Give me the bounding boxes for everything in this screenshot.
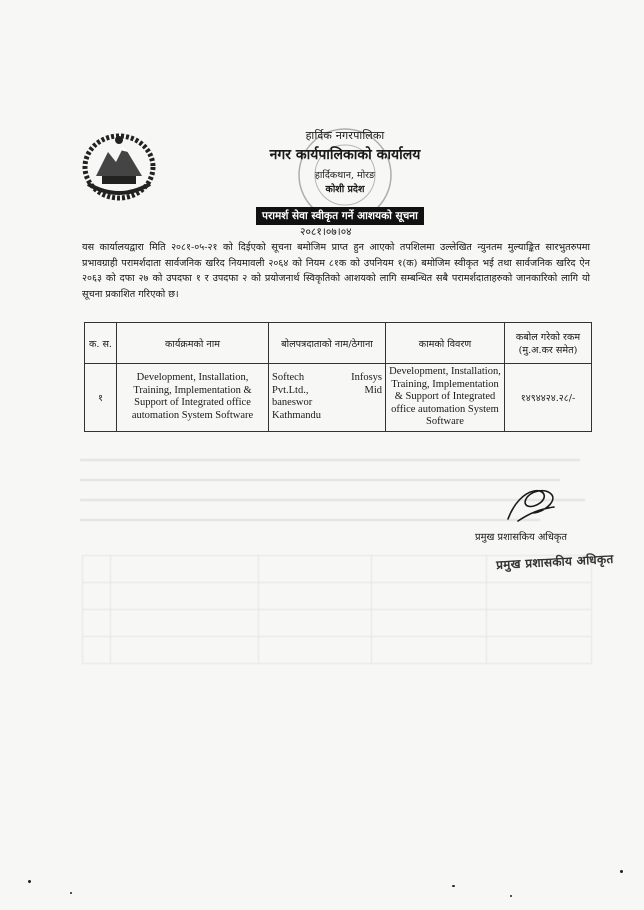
province-name: कोशी प्रदेश: [325, 184, 365, 195]
table-row: [85, 364, 592, 432]
scan-speck: [510, 895, 512, 897]
scan-speck: [28, 880, 31, 883]
cell-program: Development, Installation, Training, Implementation & Support of Integrated office automation System Software: [117, 364, 269, 432]
notice-body: यस कार्यालयद्वारा मिति २०८१-०५-२१ को दिईएको सूचना बमोजिम प्राप्त हुन आएको तपशिलमा उल्लेखित न्युनतम मुल्याङ्कित सारभुतरुपमा प्रभावग्राही परामर्शदाता सार्वजनिक खरिद नियमावली २०६४ को नियम ८१क को उपनियम १(क) बमोजिम स्वीकृत भई तथा सार्वजनिक खरिद ऐन २०६३ को दफा २७ को उपदफा १ र उपदफा २ को प्रयोजनार्थ स्विकृतिको आशयको लागि सम्बन्धित सबै परामर्शदाताहरुको जानकारिको लागि यो सूचना प्रकाशित गरिएको छ।: [82, 242, 590, 300]
table-header-row: [85, 323, 592, 364]
notice-title: परामर्श सेवा स्वीकृत गर्ने आशयको सूचना: [256, 207, 424, 225]
notice-date: २०८१।०७।०४: [300, 226, 352, 238]
header-program: कार्यक्रमको नाम: [117, 323, 269, 364]
signatory-title: प्रमुख प्रशासकिय अधिकृत: [475, 532, 567, 543]
bidder-line: Kathmandu: [272, 409, 321, 421]
scan-speck: [452, 885, 455, 887]
cell-amount: १४९४४२४.२८/-: [505, 364, 592, 432]
scan-speck: [620, 870, 623, 873]
header-serial: क. स.: [85, 323, 117, 364]
award-table: [84, 322, 592, 432]
bidder-line: Pvt.Ltd., Mid: [272, 384, 382, 396]
office-name: नगर कार्यपालिकाको कार्यालय: [269, 147, 421, 163]
cell-serial: १: [85, 364, 117, 432]
letterhead: [240, 128, 450, 195]
cell-bidder: [269, 364, 386, 432]
nepal-emblem-icon: [80, 128, 158, 202]
header-amount: कबोल गरेको रकम (मु.अ.कर समेत): [505, 323, 592, 364]
bidder-line: Softech Infosys: [272, 372, 382, 384]
municipality-name: हार्दिक नगरपालिका: [305, 129, 385, 142]
scan-speck: [70, 892, 72, 894]
office-location: हार्दिकथान, मोरङ: [314, 170, 376, 181]
cell-description: Development, Installation, Training, Implementation & Support of Integrated office automation System Software: [386, 364, 505, 432]
header-bidder: बोलपत्रदाताको नाम/ठेगाना: [269, 323, 386, 364]
signature-icon: [500, 483, 560, 525]
header-description: कामको विवरण: [386, 323, 505, 364]
official-seal-stamp: प्रमुख प्रशासकीय अधिकृत: [495, 551, 614, 573]
bidder-line: baneswor: [272, 397, 313, 409]
